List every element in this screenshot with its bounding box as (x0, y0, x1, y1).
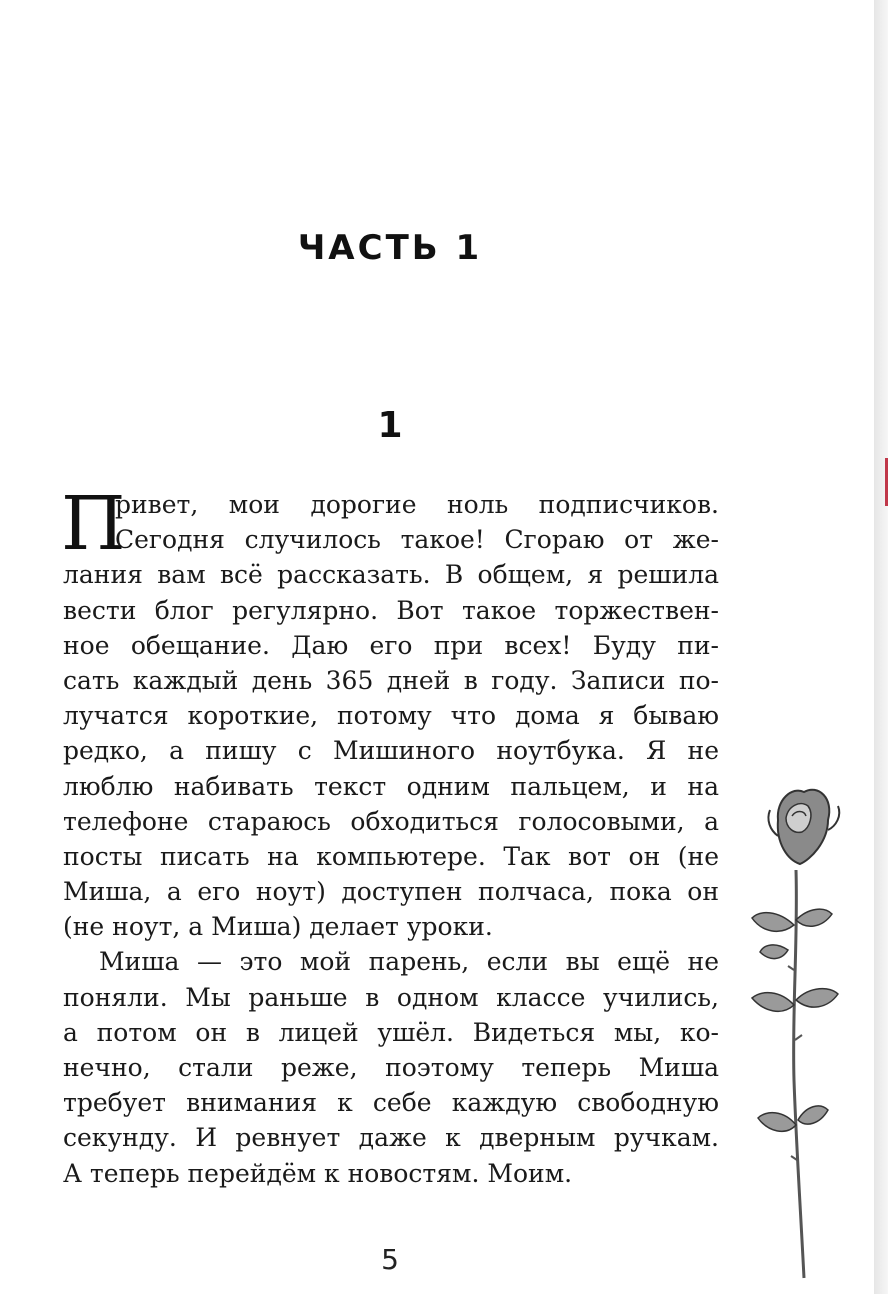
text-line: нечно, стали реже, поэтому теперь Миша (63, 1053, 719, 1082)
page-edge (874, 0, 888, 1294)
text-line: Миша — это мой парень, если вы ещё не (99, 947, 719, 977)
text-line: лания вам всё рассказать. В общем, я решила (63, 560, 719, 590)
text-line: а потом он в лицей ушёл. Видеться мы, ко- (63, 1017, 719, 1047)
chapter-number: 1 (377, 405, 403, 446)
text-line: вести блог регулярно. Вот такое торжествен- (63, 595, 719, 625)
text-line: требует внимания к себе каждую свободную (63, 1088, 719, 1118)
text-line: ное обещание. Даю его при всех! Буду пи- (63, 630, 719, 660)
text-line: секунду. И ревнует даже к дверным ручкам. (63, 1123, 719, 1153)
text-line: Сегодня случилось такое! Сгораю от же- (115, 525, 719, 555)
rose-bloom (768, 790, 839, 864)
text-line: редко, а пишу с Мишиного ноутбука. Я не (63, 736, 719, 766)
page-number: 5 (381, 1243, 399, 1276)
text-line: поняли. Мы раньше в одном классе учились, (63, 982, 719, 1012)
paragraph-1 (61, 481, 719, 944)
text-line: посты писать на компьютере. Так вот он (не (63, 841, 719, 871)
text-line: лучатся короткие, потому что дома я бываю (63, 701, 719, 731)
text-line: ривет, мои дорогие ноль подписчиков. (115, 490, 719, 519)
text-line: сать каждый день 365 дней в году. Записи по- (63, 665, 719, 695)
rose-illustration (748, 780, 858, 1280)
drop-cap: П (61, 481, 126, 567)
part-title: ЧАСТЬ 1 (297, 228, 483, 268)
text-line: А теперь перейдём к новостям. Моим. (63, 1158, 573, 1188)
paragraph-2 (63, 944, 719, 1190)
text-line: (не ноут, а Миша) делает уроки. (63, 912, 493, 942)
text-line: люблю набивать текст одним пальцем, и на (63, 771, 719, 801)
text-line: Миша, а его ноут) доступен полчаса, пока он (63, 877, 719, 907)
text-line: телефоне стараюсь обходиться голосовыми, а (63, 806, 719, 836)
body-text (61, 481, 719, 1191)
